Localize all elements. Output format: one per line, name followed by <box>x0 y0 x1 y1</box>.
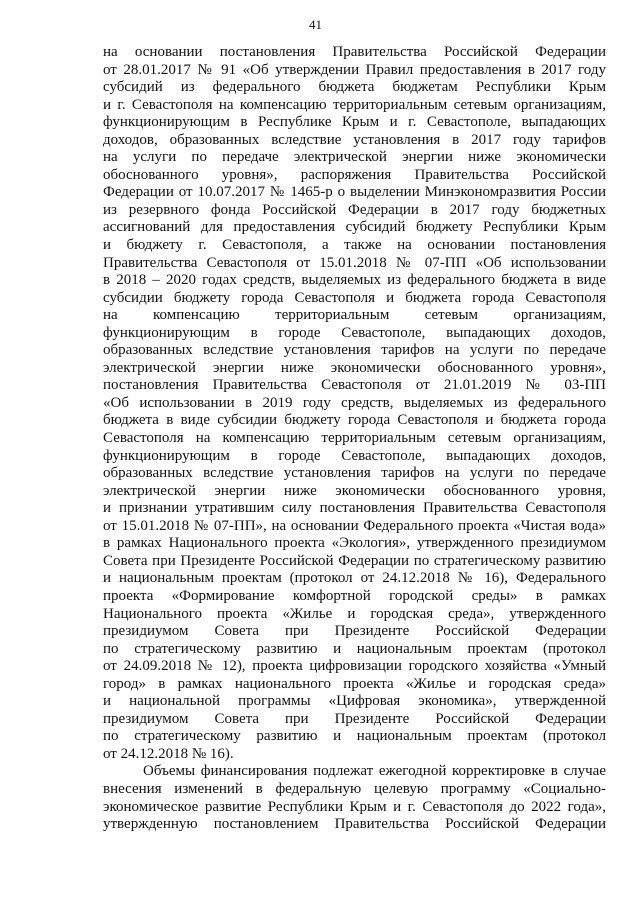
text-line: в рамках Национального проекта «Экология», утвержденного президиумом <box>103 535 606 552</box>
text-line: от 15.01.2018 № 07-ПП», на основании Федерального проекта «Чистая вода» <box>103 517 606 534</box>
text-line: Федерации от 10.07.2017 № 1465-р о выделении Минэкономразвития России <box>103 184 606 201</box>
text-line: Объемы финансирования подлежат ежегодной корректировке в случае <box>143 763 606 780</box>
text-line: экономическое развитие Республики Крым и г. Севастополя до 2022 года», <box>103 798 606 815</box>
text-line: образованных вследствие установления тарифов на услуги по передаче <box>103 342 606 359</box>
text-line: Правительства Севастополя от 15.01.2018 № 07-ПП «Об использовании <box>103 254 606 271</box>
text-line: субсидий из федерального бюджета бюджетам Республики Крым <box>103 79 606 96</box>
text-line: бюджета в виде субсидии бюджету города Севастополя и бюджета города <box>103 412 606 429</box>
text-line: электрической энергии ниже экономически обоснованного уровня, <box>103 482 606 499</box>
text-line: внесения изменений в федеральную целевую программу «Социально- <box>103 780 606 797</box>
text-line: ассигнований для предоставления субсидий бюджету Республики Крым <box>103 219 606 236</box>
text-line: Совета при Президенте Российской Федерации по стратегическому развитию <box>103 552 606 569</box>
text-line: субсидии бюджету города Севастополя и бюджета города Севастополя <box>103 289 606 306</box>
text-line: образованных вследствие установления тарифов на услуги по передаче <box>103 465 606 482</box>
text-line: обоснованного уровня», распоряжения Правительства Российской <box>103 166 606 183</box>
text-line: функционирующим в Республике Крым и г. Севастополе, выпадающих <box>103 114 606 131</box>
text-line: президиумом Совета при Президенте Российской Федерации <box>103 710 606 727</box>
text-line: утвержденную постановлением Правительства Российской Федерации <box>103 816 606 833</box>
text-line: на компенсацию территориальным сетевым организациям, <box>103 307 606 324</box>
text-line: президиумом Совета при Президенте Российской Федерации <box>103 623 606 640</box>
text-line: и национальной программы «Цифровая экономика», утвержденной <box>103 693 606 710</box>
text-line: на основании постановления Правительства Российской Федерации <box>103 44 606 60</box>
text-line: город» в рамках национального проекта «Жилье и городская среда» <box>103 675 606 692</box>
document-body <box>103 44 606 834</box>
text-line: и национальным проектам (протокол от 24.12.2018 № 16), Федерального <box>103 570 606 587</box>
text-line: от 24.12.2018 № 16). <box>103 745 234 762</box>
text-line: и признании утратившим силу постановления Правительства Севастополя <box>103 500 606 517</box>
text-line: от 28.01.2017 № 91 «Об утверждении Правил предоставления в 2017 году <box>103 61 606 78</box>
text-line: по стратегическому развитию и национальным проектам (протокол <box>103 640 606 657</box>
text-line: от 24.09.2018 № 12), проекта цифровизации городского хозяйства «Умный <box>103 658 606 675</box>
text-line: Севастополя на компенсацию территориальным сетевым организациям, <box>103 430 606 447</box>
text-line: функционирующим в городе Севастополе, выпадающих доходов, <box>103 447 606 464</box>
text-line: по стратегическому развитию и национальным проектам (протокол <box>103 728 606 745</box>
text-line: из резервного фонда Российской Федерации в 2017 году бюджетных <box>103 201 606 218</box>
text-line: на услуги по передаче электрической энергии ниже экономически <box>103 149 606 166</box>
text-line: функционирующим в городе Севастополе, выпадающих доходов, <box>103 324 606 341</box>
text-line: «Об использовании в 2019 году средств, выделяемых из федерального <box>103 394 606 411</box>
text-line: постановления Правительства Севастополя от 21.01.2019 № 03-ПП <box>103 377 606 394</box>
text-line: и г. Севастополя на компенсацию территориальным сетевым организациям, <box>103 96 606 113</box>
text-line: проекта «Формирование комфортной городской среды» в рамках <box>103 587 606 604</box>
text-line: в 2018 – 2020 годах средств, выделяемых из федерального бюджета в виде <box>103 272 606 289</box>
page-number: 41 <box>309 17 322 32</box>
text-line: и бюджету г. Севастополя, а также на основании постановления <box>103 237 606 254</box>
text-line: Национального проекта «Жилье и городская среда», утвержденного <box>103 605 606 622</box>
text-line: электрической энергии ниже экономически обоснованного уровня», <box>103 359 606 376</box>
text-line: доходов, образованных вследствие установления в 2017 году тарифов <box>103 131 606 148</box>
